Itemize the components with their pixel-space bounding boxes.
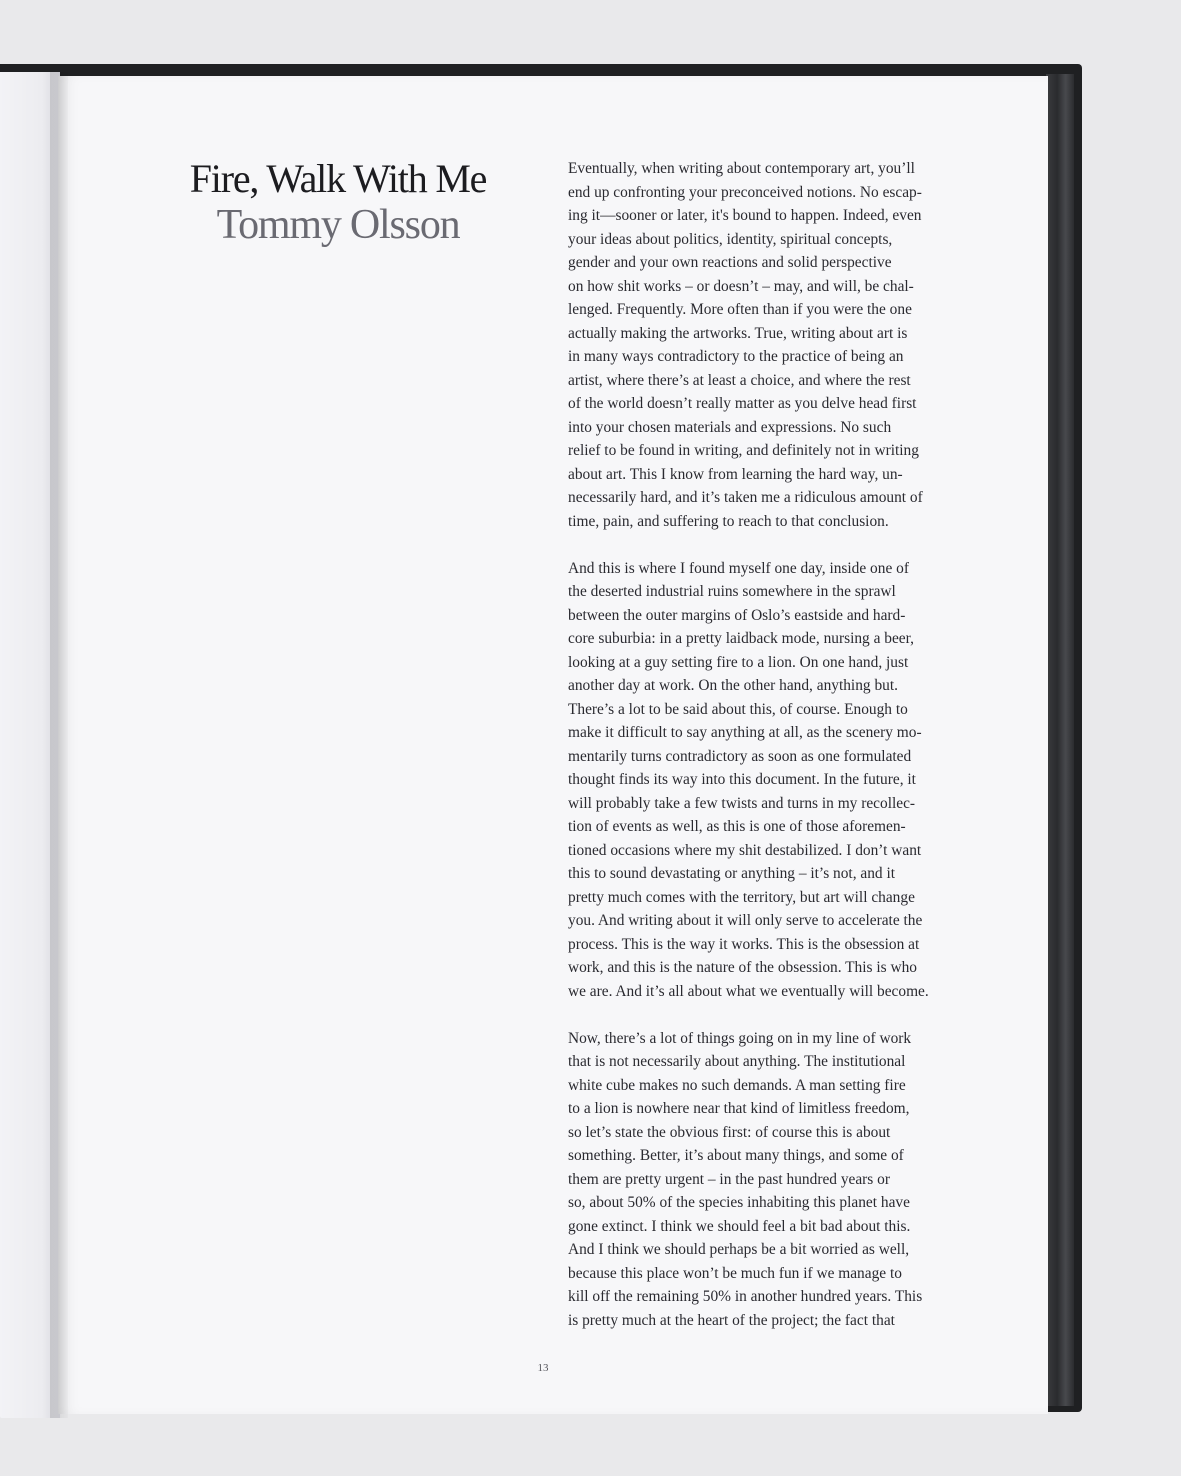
text-line: your ideas about politics, identity, spiritual concepts,	[568, 230, 893, 248]
book-gutter	[50, 72, 68, 1418]
text-line: looking at a guy setting fire to a lion. On one hand, just	[568, 653, 909, 671]
text-line: so, about 50% of the species inhabiting this planet have	[568, 1194, 910, 1211]
text-line: work, and this is the nature of the obsession. This is who	[568, 959, 917, 976]
text-line: the deserted industrial ruins somewhere in the sprawl	[568, 583, 896, 600]
author-name: Tommy Olsson	[216, 202, 460, 248]
text-line: gender and your own reactions and solid perspective	[568, 254, 892, 271]
text-line: actually making the artworks. True, writing about art is	[568, 324, 908, 342]
text-line: tioned occasions where my shit destabilized. I don’t want	[568, 841, 922, 859]
text-line: gone extinct. I think we should feel a bit bad about this.	[568, 1217, 911, 1235]
text-line: time, pain, and suffering to reach to that conclusion.	[568, 512, 889, 530]
text-line: artist, where there’s at least a choice, and where the rest	[568, 371, 911, 389]
text-line: something. Better, it’s about many things, and some of	[568, 1147, 904, 1164]
text-line: white cube makes no such demands. A man setting fire	[568, 1076, 906, 1094]
text-line: we are. And it’s all about what we eventually will become.	[568, 982, 929, 1000]
text-line: ing it—sooner or later, it's bound to happen. Indeed, even	[568, 207, 922, 224]
body-text	[568, 157, 973, 1332]
text-line: end up confronting your preconceived notions. No escap-	[568, 183, 922, 201]
text-line: because this place won’t be much fun if we manage to	[568, 1264, 902, 1282]
text-line: And I think we should perhaps be a bit worried as well,	[568, 1241, 910, 1258]
text-line: necessarily hard, and it’s taken me a ridiculous amount of	[568, 489, 923, 506]
text-line: Now, there’s a lot of things going on in my line of work	[568, 1029, 912, 1047]
paragraph-gap	[568, 533, 973, 557]
text-line: tion of events as well, as this is one of those aforemen-	[568, 818, 906, 835]
text-line: of the world doesn’t really matter as you delve head first	[568, 395, 917, 412]
text-line: this to sound devastating or anything – it’s not, and it	[568, 865, 896, 882]
text-line: relief to be found in writing, and definitely not in writing	[568, 442, 919, 459]
text-line: And this is where I found myself one day, inside one of	[568, 559, 909, 577]
text-line: mentarily turns contradictory as soon as one formulated	[568, 747, 912, 765]
text-line: to a lion is nowhere near that kind of limitless freedom,	[568, 1100, 910, 1117]
text-line: on how shit works – or doesn’t – may, and will, be chal-	[568, 277, 914, 295]
book-page	[58, 76, 1048, 1414]
text-line: kill off the remaining 50% in another hundred years. This	[568, 1288, 923, 1305]
text-line: so let’s state the obvious first: of course this is about	[568, 1123, 891, 1141]
text-line: that is not necessarily about anything. The institutional	[568, 1053, 906, 1070]
page-number: 13	[537, 1362, 549, 1374]
text-line: There’s a lot to be said about this, of course. Enough to	[568, 700, 908, 718]
text-line: into your chosen materials and expressions. No such	[568, 418, 892, 436]
page-edges	[1046, 74, 1074, 1406]
text-line: make it difficult to say anything at all, as the scenery mo-	[568, 724, 922, 741]
text-line: is pretty much at the heart of the project; the fact that	[568, 1311, 895, 1329]
text-line: lenged. Frequently. More often than if you were the one	[568, 301, 912, 318]
text-line: core suburbia: in a pretty laidback mode, nursing a beer,	[568, 630, 914, 647]
text-line: between the outer margins of Oslo’s eastside and hard-	[568, 606, 906, 624]
text-line: about art. This I know from learning the hard way, un-	[568, 465, 903, 483]
text-line: will probably take a few twists and turns in my recollec-	[568, 794, 916, 812]
text-line: another day at work. On the other hand, anything but.	[568, 677, 898, 694]
text-line: process. This is the way it works. This is the obsession at	[568, 935, 920, 953]
text-line: them are pretty urgent – in the past hundred years or	[568, 1170, 890, 1188]
text-line: thought finds its way into this document. In the future, it	[568, 771, 916, 788]
article-title: Fire, Walk With Me	[189, 156, 487, 201]
paragraph-gap	[568, 1003, 973, 1027]
text-line: Eventually, when writing about contemporary art, you’ll	[568, 160, 915, 177]
text-line: you. And writing about it will only serve to accelerate the	[568, 912, 923, 929]
text-line: in many ways contradictory to the practice of being an	[568, 348, 904, 365]
heading-block	[138, 156, 538, 248]
text-line: pretty much comes with the territory, but art will change	[568, 888, 915, 906]
